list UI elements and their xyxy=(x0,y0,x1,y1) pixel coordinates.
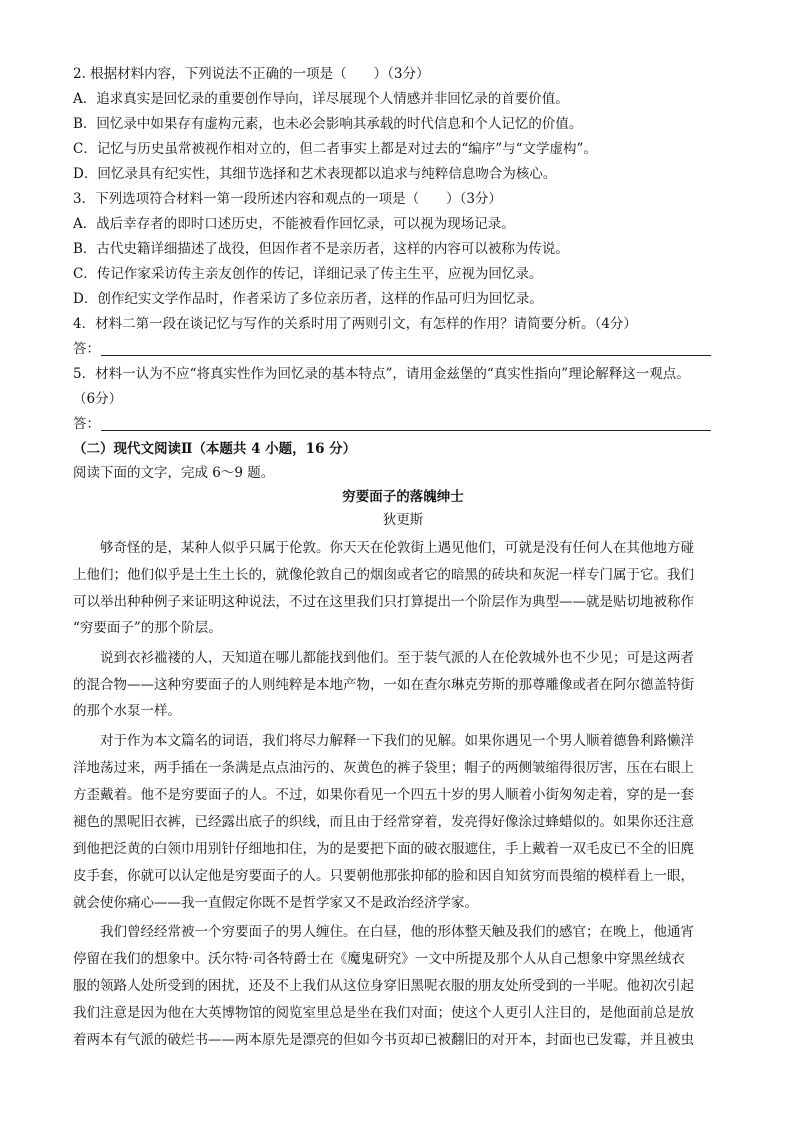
article-line: 够奇怪的是，某种人似乎只属于伦敦。你天天在伦敦街上遇见他们，可就是没有任何人在其他地方碰 xyxy=(73,540,694,556)
question-2-stem: 2. 根据材料内容，下列说法不正确的一项是（ ）（3分） xyxy=(73,66,430,82)
question-5-stem: 5．材料一认为不应“将真实性作为回忆录的基本特点”，请用金兹堡的“真实性指向”理论解释这一观点。 xyxy=(73,366,690,382)
article-line: 的混合物——这种穷要面子的人则纯粹是本地产物，一如在查尔琳克劳斯的那尊雕像或者在阿尔德盖特街 xyxy=(73,677,694,693)
question-4-stem: 4．材料二第一段在谈记忆与写作的关系时用了两则引文，有怎样的作用？请简要分析。（4分） xyxy=(73,316,637,332)
question-3-option-b: B．古代史籍详细描述了战役，但因作者不是亲历者，这样的内容可以被称为传说。 xyxy=(73,241,569,257)
article-line: 就会使你痛心——我一直假定你既不是哲学家又不是政治经济学家。 xyxy=(73,895,478,911)
article-line: 洋地荡过来，两手插在一条满是点点油污的、灰黄色的裤子袋里；帽子的两侧皱缩得很厉害，压在右眼上 xyxy=(73,760,694,776)
article-line: 着两本有气派的破烂书——两本原先是漂亮的但如今书页却已被翻旧的对开本，封面也已发霉，并且被虫 xyxy=(73,1032,694,1048)
article-line: 对于作为本文篇名的词语，我们将尽力解释一下我们的见解。如果你遇见一个男人顺着德鲁利路懒洋 xyxy=(73,733,694,749)
question-4-answer-line[interactable] xyxy=(101,355,711,356)
article-line: 停留在我们的想象中。沃尔特·司各特爵士在《魔鬼研究》一文中所提及那个人从自己想象中穿黑丝绒衣 xyxy=(73,951,685,967)
article-line: 方歪戴着。他不是穷要面子的人。不过，如果你看见一个四五十岁的男人顺着小街匆匆走着，穿的是一套 xyxy=(73,787,694,803)
question-3-option-c: C．传记作家采访传主亲友创作的传记，详细记录了传主生平，应视为回忆录。 xyxy=(73,266,543,282)
question-3-option-d: D．创作纪实文学作品时，作者采访了多位亲历者，这样的作品可归为回忆录。 xyxy=(73,291,543,307)
article-author: 狄更斯 xyxy=(382,512,424,528)
question-5-score: （6分） xyxy=(73,391,123,407)
question-2-option-d: D．回忆录具有纪实性，其细节选择和艺术表现都以追求与纯粹信息吻合为核心。 xyxy=(73,166,557,182)
article-line: 皮手套，你就可以认定他是穷要面子的人。只要朝他那张抑郁的脸和因自知贫穷而畏缩的模样看上一眼， xyxy=(73,868,694,884)
article-line: 到他把泛黄的白领巾用别针仔细地扣住，为的是要把下面的破衣服遮住，手上戴着一双毛皮已不全的旧麂 xyxy=(73,841,694,857)
question-4-answer-label: 答： xyxy=(73,341,100,357)
question-5-answer-label: 答： xyxy=(73,416,100,432)
article-line: 上他们；他们似乎是土生土长的，就像伦敦自己的烟囱或者它的暗黑的砖块和灰泥一样专门属于它。我们 xyxy=(73,567,694,583)
article-line: “穷要面子”的那个阶层。 xyxy=(73,620,222,636)
question-2-option-b: B．回忆录中如果存有虚构元素，也未必会影响其承载的时代信息和个人记忆的价值。 xyxy=(73,116,583,132)
article-line: 服的领路人处所受到的困扰，还及不上我们从这位身穿旧黑呢衣服的朋友处所受到的一半呢。他初次引起 xyxy=(73,978,694,994)
section-heading: （二）现代文阅读Ⅱ（本题共 4 小题，16 分） xyxy=(73,441,357,457)
article-line: 褪色的黑呢旧衣裤，已经露出底子的织线，而且由于经常穿着，发亮得好像涂过蜂蜡似的。如果你还注意 xyxy=(73,814,694,830)
question-2-option-c: C．记忆与历史虽常被视作相对立的，但二者事实上都是对过去的“编序”与“文学虚构”。 xyxy=(73,141,597,157)
question-3-stem: 3．下列选项符合材料一第一段所述内容和观点的一项是（ ）（3分） xyxy=(73,191,502,207)
article-line: 可以举出种种例子来证明这种说法，不过在这里我们只打算提出一个阶层作为典型——就是贴切地被称作 xyxy=(73,594,694,610)
question-5-answer-line[interactable] xyxy=(101,430,711,431)
question-3-option-a: A．战后幸存者的即时口述历史，不能被看作回忆录，可以视为现场记录。 xyxy=(73,216,515,232)
question-2-option-a: A．追求真实是回忆录的重要创作导向，详尽展现个人情感并非回忆录的首要价值。 xyxy=(73,91,569,107)
article-line: 我们曾经经常被一个穷要面子的男人缠住。在白昼，他的形体整天触及我们的感官；在晚上，他通宵 xyxy=(73,924,694,940)
section-instruction: 阅读下面的文字，完成 6～9 题。 xyxy=(73,465,275,481)
article-title: 穷要面子的落魄绅士 xyxy=(342,489,464,505)
article-line: 说到衣衫褴褛的人，天知道在哪儿都能找到他们。至于装气派的人在伦敦城外也不少见；可是这两者 xyxy=(73,650,694,666)
article-line: 我们注意是因为他在大英博物馆的阅览室里总是坐在我们对面；使这个人更引人注目的，是他面前总是放 xyxy=(73,1005,694,1021)
article-line: 的那个水泵一样。 xyxy=(73,703,181,719)
